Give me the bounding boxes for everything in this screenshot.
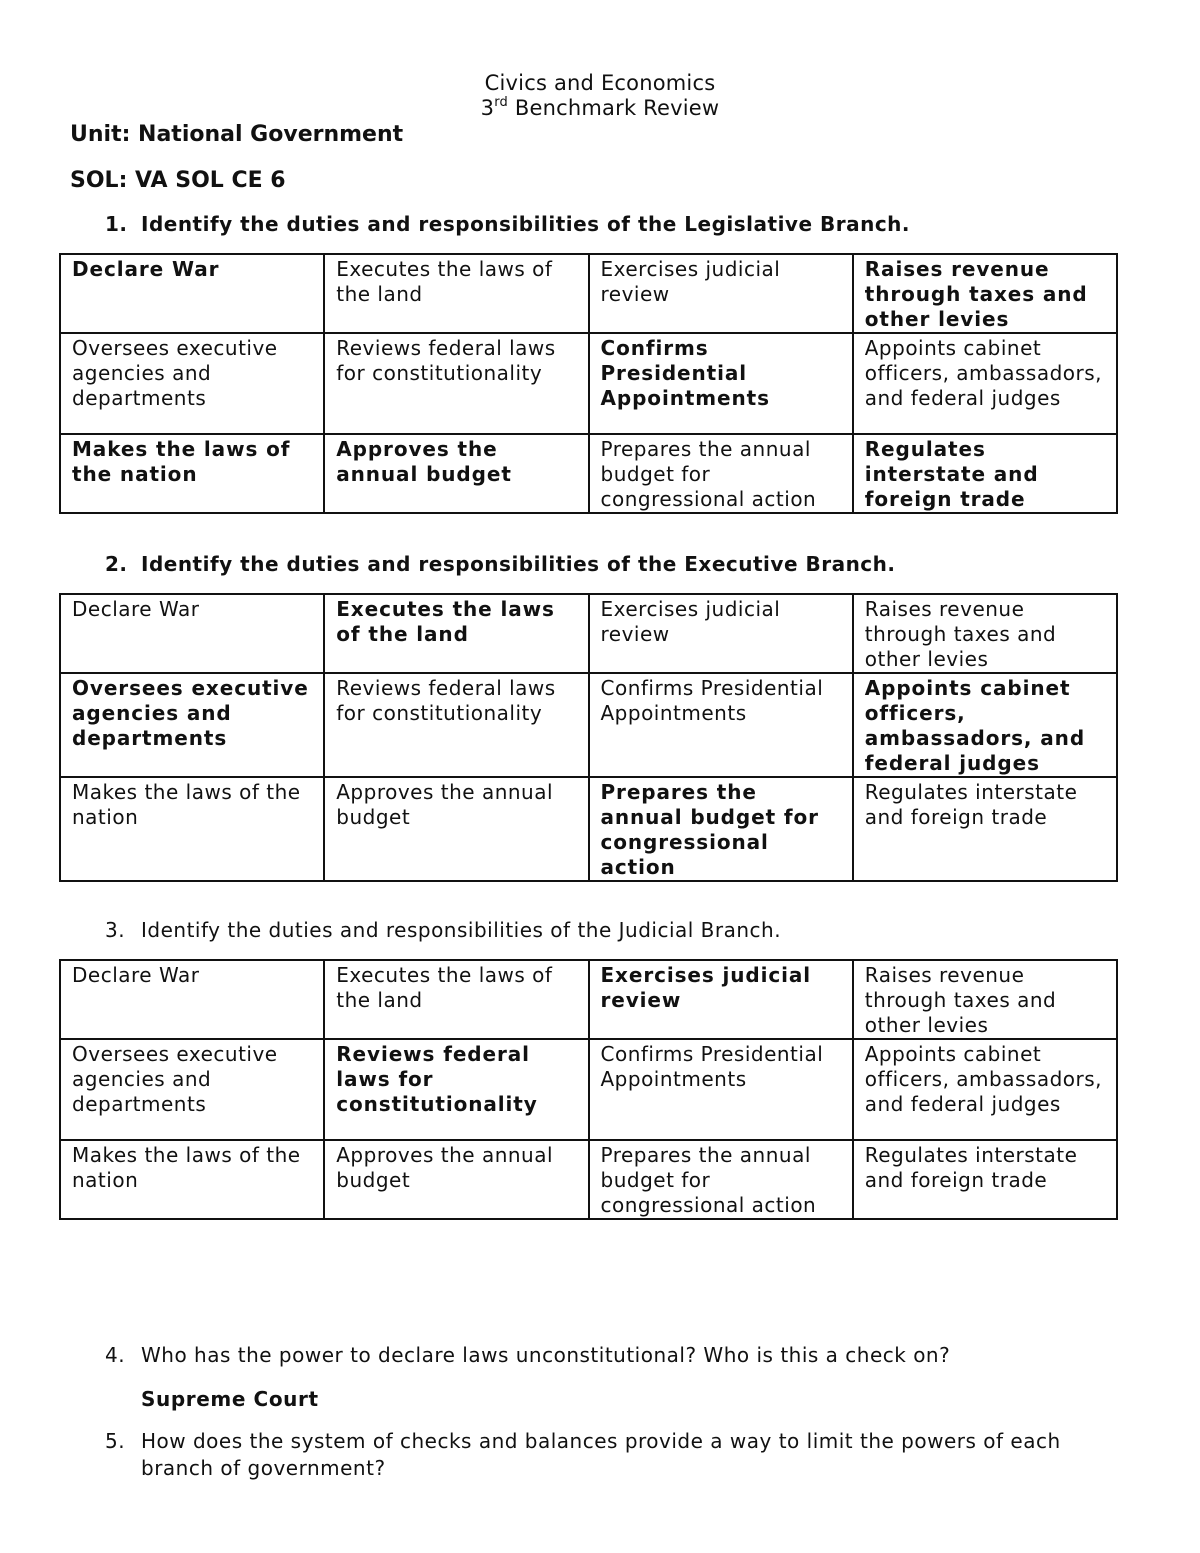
table-cell: Raises revenue through taxes and other levies [853,254,1117,333]
table-cell: Makes the laws of the nation [60,1140,324,1219]
question-number: 1. [105,212,128,236]
table-row [60,333,1117,434]
table-cell: Appoints cabinet officers, ambassadors, and federal judges [853,1039,1117,1140]
table-cell: Makes the laws of the nation [60,777,324,881]
table-cell: Executes the laws of the land [324,594,588,673]
question-number: 4. [105,1343,126,1367]
table-row [60,594,1117,673]
question-1 [105,211,910,238]
table-cell: Declare War [60,594,324,673]
table-row [60,960,1117,1039]
table-cell: Confirms Presidential Appointments [589,333,853,434]
question-3 [105,917,781,944]
table-cell: Makes the laws of the nation [60,434,324,513]
question-number: 2. [105,552,128,576]
table-cell: Executes the laws of the land [324,254,588,333]
table-cell: Exercises judicial review [589,960,853,1039]
table-cell: Approves the annual budget [324,1140,588,1219]
table-cell: Oversees executive agencies and departments [60,1039,324,1140]
table-cell: Reviews federal laws for constitutionality [324,1039,588,1140]
table-cell: Regulates interstate and foreign trade [853,1140,1117,1219]
table-row [60,673,1117,777]
table-cell: Confirms Presidential Appointments [589,1039,853,1140]
question-number: 3. [105,918,126,942]
document-subtitle [0,95,1200,121]
question-text: Who has the power to declare laws unconstitutional? Who is this a check on? [141,1343,951,1367]
legislative-duties-table [59,253,1118,514]
table-cell: Regulates interstate and foreign trade [853,434,1117,513]
table-row [60,254,1117,333]
question-text: Identify the duties and responsibilities of the Judicial Branch. [141,918,782,942]
table-row [60,777,1117,881]
table-row [60,434,1117,513]
table-row [60,1140,1117,1219]
question-number: 5. [105,1429,126,1453]
table-cell: Confirms Presidential Appointments [589,673,853,777]
table-cell: Exercises judicial review [589,594,853,673]
unit-heading: Unit: National Government [70,122,404,147]
executive-duties-table [59,593,1118,882]
question-4 [105,1342,950,1369]
table-cell: Appoints cabinet officers, ambassadors, and federal judges [853,673,1117,777]
table-cell: Raises revenue through taxes and other levies [853,594,1117,673]
table-cell: Executes the laws of the land [324,960,588,1039]
table-row [60,1039,1117,1140]
table-cell: Prepares the annual budget for congressional action [589,434,853,513]
subtitle-text: Benchmark Review [508,96,720,120]
table-cell: Oversees executive agencies and departments [60,673,324,777]
table-cell: Approves the annual budget [324,434,588,513]
table-cell: Reviews federal laws for constitutionality [324,333,588,434]
table-cell: Prepares the annual budget for congressional action [589,1140,853,1219]
table-cell: Approves the annual budget [324,777,588,881]
table-cell: Prepares the annual budget for congressional action [589,777,853,881]
question-text: Identify the duties and responsibilities of the Legislative Branch. [141,212,911,236]
table-cell: Oversees executive agencies and departments [60,333,324,434]
table-cell: Raises revenue through taxes and other levies [853,960,1117,1039]
question-text: How does the system of checks and balances provide a way to limit the powers of each branch of government? [141,1429,1061,1480]
subtitle-number: 3 [480,96,495,120]
table-cell: Declare War [60,960,324,1039]
question-text: Identify the duties and responsibilities of the Executive Branch. [141,552,896,576]
table-cell: Exercises judicial review [589,254,853,333]
subtitle-ordinal-suffix: rd [494,95,509,110]
document-title: Civics and Economics [484,71,716,95]
table-cell: Regulates interstate and foreign trade [853,777,1117,881]
table-cell: Reviews federal laws for constitutionality [324,673,588,777]
table-cell: Declare War [60,254,324,333]
question-4-answer: Supreme Court [141,1387,319,1411]
judicial-duties-table [59,959,1118,1220]
sol-heading: SOL: VA SOL CE 6 [70,168,286,193]
table-cell: Appoints cabinet officers, ambassadors, and federal judges [853,333,1117,434]
question-2 [105,551,896,578]
question-5 [105,1428,1101,1482]
